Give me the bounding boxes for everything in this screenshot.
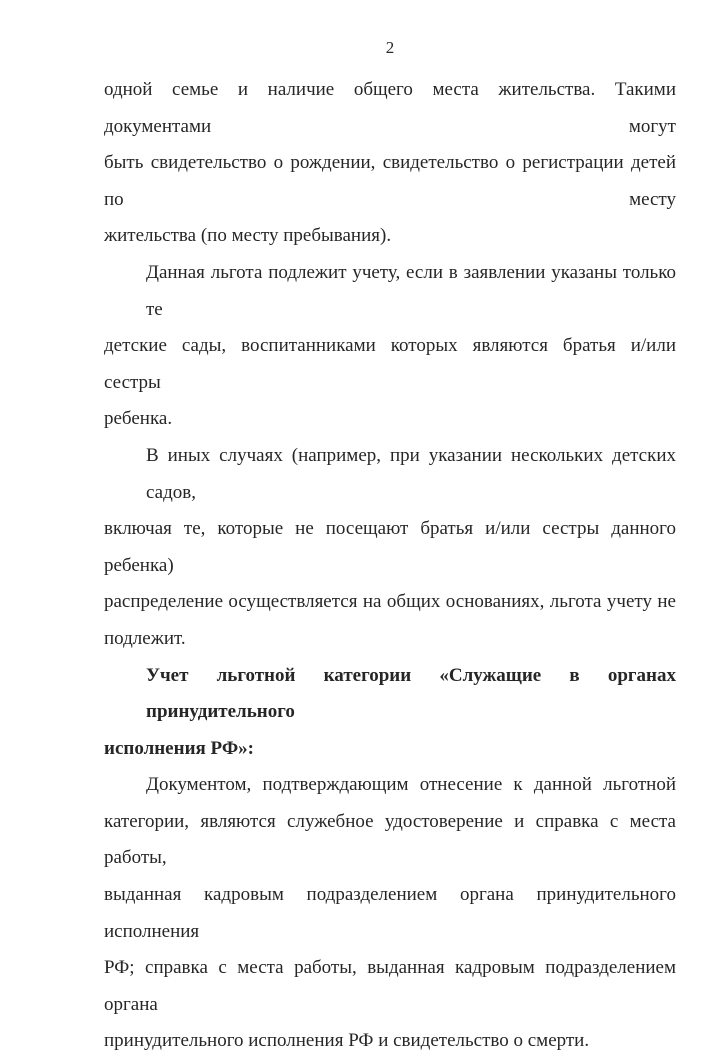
paragraph-line: категории, являются служебное удостоверение и справка с места работы, bbox=[104, 810, 676, 869]
paragraph-line: одной семье и наличие общего места жительства. Такими документами могут bbox=[104, 79, 676, 137]
paragraph-line: РФ; справка с места работы, выданная кадровым подразделением органа bbox=[104, 957, 676, 1015]
paragraph-line: детские сады, воспитанниками которых являются братья и/или сестры bbox=[104, 335, 676, 393]
paragraph bbox=[104, 255, 676, 438]
section-heading bbox=[104, 658, 676, 768]
paragraph-line: жительства (по месту пребывания). bbox=[104, 225, 392, 247]
paragraph-line: Данная льгота подлежит учету, если в заявлении указаны только те bbox=[146, 261, 676, 320]
paragraph bbox=[104, 72, 676, 255]
paragraph-line: распределение осуществляется на общих основаниях, льгота учету не bbox=[104, 591, 676, 613]
paragraph-line: исполнения РФ»: bbox=[104, 737, 254, 759]
paragraph-line: Учет льготной категории «Служащие в органах принудительного bbox=[146, 664, 676, 723]
paragraph bbox=[104, 438, 676, 658]
paragraph-line: Документом, подтверждающим отнесение к данной льготной bbox=[146, 774, 676, 796]
document-body bbox=[104, 72, 676, 1060]
paragraph-line: принудительного исполнения РФ и свидетельство о смерти. bbox=[104, 1030, 590, 1052]
page-number: 2 bbox=[385, 38, 395, 57]
paragraph-line: ребенка. bbox=[104, 408, 173, 430]
paragraph-line: В иных случаях (например, при указании нескольких детских садов, bbox=[146, 444, 676, 503]
paragraph-line: включая те, которые не посещают братья и/или сестры данного ребенка) bbox=[104, 518, 676, 576]
paragraph bbox=[104, 767, 676, 1060]
paragraph-line: подлежит. bbox=[104, 627, 186, 649]
paragraph-line: выданная кадровым подразделением органа принудительного исполнения bbox=[104, 884, 676, 942]
paragraph-line: быть свидетельство о рождении, свидетельство о регистрации детей по месту bbox=[104, 152, 676, 210]
